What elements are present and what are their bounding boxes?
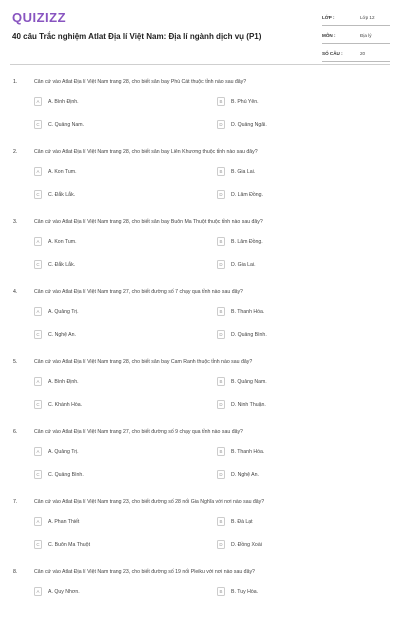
option-letter-box: D (217, 330, 225, 339)
option-c[interactable] (34, 540, 90, 549)
question-number: 2. (13, 149, 18, 155)
question-number: 7. (13, 499, 18, 505)
option-letter-box: C (34, 260, 42, 269)
option-text: C. Quảng Bình. (48, 471, 84, 478)
question-item (0, 72, 400, 142)
meta-row-class (322, 10, 390, 26)
option-d[interactable] (217, 400, 266, 409)
question-text: Căn cứ vào Atlat Địa lí Việt Nam trang 28, cho biết sân bay Buôn Ma Thuột thuộc tỉnh nào sau đây? (34, 219, 263, 225)
question-text: Căn cứ vào Atlat Địa lí Việt Nam trang 23, cho biết đường số 28 nối Gia Nghĩa với nơi nào sau đây? (34, 499, 265, 505)
option-text: C. Nghệ An. (48, 331, 76, 338)
question-text: Căn cứ vào Atlat Địa lí Việt Nam trang 28, cho biết sân bay Cam Ranh thuộc tỉnh nào sau đây? (34, 359, 253, 365)
option-text: B. Đà Lạt (231, 518, 253, 525)
option-letter-box: A (34, 237, 42, 246)
option-text: D. Quảng Bình. (231, 331, 267, 338)
question-item (0, 422, 400, 492)
option-text: A. Bình Định. (48, 378, 79, 385)
option-text: B. Quảng Nam. (231, 378, 267, 385)
option-text: A. Quảng Trị. (48, 308, 79, 315)
option-letter-box: B (217, 167, 225, 176)
option-letter-box: C (34, 190, 42, 199)
option-a[interactable] (34, 167, 77, 176)
option-letter-box: A (34, 167, 42, 176)
option-text: D. Đồng Xoài (231, 541, 262, 548)
option-letter-box: B (217, 517, 225, 526)
question-number: 1. (13, 79, 18, 85)
question-item (0, 352, 400, 422)
option-letter-box: A (34, 97, 42, 106)
option-a[interactable] (34, 237, 77, 246)
question-number: 8. (13, 569, 18, 575)
option-text: D. Ninh Thuận. (231, 401, 266, 408)
option-text: B. Thanh Hóa. (231, 308, 265, 315)
option-c[interactable] (34, 190, 75, 199)
question-number: 4. (13, 289, 18, 295)
option-letter-box: C (34, 330, 42, 339)
option-d[interactable] (217, 470, 259, 479)
option-text: D. Lâm Đồng. (231, 191, 264, 198)
option-c[interactable] (34, 400, 82, 409)
option-letter-box: C (34, 540, 42, 549)
option-text: B. Tuy Hòa. (231, 588, 259, 595)
option-text: B. Thanh Hóa. (231, 448, 265, 455)
option-text: D. Nghệ An. (231, 471, 259, 478)
option-a[interactable] (34, 97, 79, 106)
option-letter-box: B (217, 377, 225, 386)
option-letter-box: D (217, 470, 225, 479)
option-d[interactable] (217, 330, 267, 339)
option-text: A. Phan Thiết (48, 518, 80, 525)
option-letter-box: B (217, 307, 225, 316)
option-text: A. Quy Nhơn. (48, 588, 80, 595)
question-item (0, 282, 400, 352)
option-c[interactable] (34, 260, 75, 269)
option-letter-box: A (34, 517, 42, 526)
option-a[interactable] (34, 377, 79, 386)
option-text: B. Lâm Đồng. (231, 238, 263, 245)
option-text: D. Quảng Ngãi. (231, 121, 267, 128)
option-letter-box: B (217, 587, 225, 596)
question-item (0, 142, 400, 212)
option-b[interactable] (217, 97, 259, 106)
meta-value: 20 (360, 51, 366, 56)
option-text: C. Khánh Hòa. (48, 401, 83, 408)
option-letter-box: A (34, 377, 42, 386)
question-text: Căn cứ vào Atlat Địa lí Việt Nam trang 28, cho biết sân bay Liên Khương thuộc tỉnh nào sau đây? (34, 149, 258, 155)
option-text: D. Gia Lai. (231, 261, 256, 268)
option-text: C. Đắk Lắk. (48, 261, 76, 268)
option-letter-box: C (34, 120, 42, 129)
option-letter-box: B (217, 447, 225, 456)
option-text: B. Phú Yên. (231, 98, 259, 105)
page-title: 40 câu Trắc nghiệm Atlat Địa lí Việt Nam: Địa lí ngành dịch vụ (P1) (12, 32, 262, 41)
option-a[interactable] (34, 587, 80, 596)
meta-value: Địa lý (360, 33, 372, 38)
meta-row-count (322, 46, 390, 62)
option-letter-box: C (34, 470, 42, 479)
option-letter-box: C (34, 400, 42, 409)
option-letter-box: D (217, 190, 225, 199)
option-letter-box: D (217, 120, 225, 129)
question-text: Căn cứ vào Atlat Địa lí Việt Nam trang 27, cho biết đường số 9 chạy qua tỉnh nào sau đây? (34, 429, 243, 435)
meta-label: LỚP : (322, 15, 335, 20)
option-d[interactable] (217, 120, 267, 129)
option-d[interactable] (217, 540, 262, 549)
option-a[interactable] (34, 447, 79, 456)
option-b[interactable] (217, 517, 253, 526)
option-text: A. Kon Tum. (48, 238, 77, 245)
option-c[interactable] (34, 330, 76, 339)
option-text: C. Quảng Nam. (48, 121, 85, 128)
option-text: C. Đắk Lắk. (48, 191, 76, 198)
option-a[interactable] (34, 517, 79, 526)
question-text: Căn cứ vào Atlat Địa lí Việt Nam trang 28, cho biết sân bay Phù Cát thuộc tỉnh nào sau đây? (34, 79, 247, 85)
meta-label: SỐ CÂU : (322, 51, 343, 56)
option-b[interactable] (217, 167, 255, 176)
question-number: 6. (13, 429, 18, 435)
option-text: A. Bình Định. (48, 98, 79, 105)
option-letter-box: D (217, 260, 225, 269)
option-letter-box: D (217, 400, 225, 409)
header-divider (10, 64, 390, 65)
option-letter-box: B (217, 97, 225, 106)
question-item (0, 562, 400, 632)
option-text: A. Kon Tum. (48, 168, 77, 175)
option-a[interactable] (34, 307, 79, 316)
question-number: 5. (13, 359, 18, 365)
meta-row-subject (322, 28, 390, 44)
question-item (0, 212, 400, 282)
option-text: C. Buôn Ma Thuột (48, 541, 91, 548)
question-item (0, 492, 400, 562)
option-letter-box: B (217, 237, 225, 246)
option-letter-box: A (34, 307, 42, 316)
option-b[interactable] (217, 447, 264, 456)
meta-label: MÔN : (322, 33, 336, 38)
option-d[interactable] (217, 260, 256, 269)
option-d[interactable] (217, 190, 263, 199)
option-c[interactable] (34, 120, 84, 129)
question-number: 3. (13, 219, 18, 225)
option-letter-box: A (34, 447, 42, 456)
question-list (0, 72, 400, 632)
option-letter-box: A (34, 587, 42, 596)
option-b[interactable] (217, 237, 263, 246)
option-b[interactable] (217, 377, 267, 386)
meta-value: Lớp 12 (360, 15, 375, 20)
option-b[interactable] (217, 307, 264, 316)
question-text: Căn cứ vào Atlat Địa lí Việt Nam trang 27, cho biết đường số 7 chạy qua tỉnh nào sau đây? (34, 289, 243, 295)
option-c[interactable] (34, 470, 84, 479)
quizizz-logo: QUIZIZZ (12, 10, 67, 25)
option-letter-box: D (217, 540, 225, 549)
option-text: A. Quảng Trị. (48, 448, 79, 455)
question-text: Căn cứ vào Atlat Địa lí Việt Nam trang 23, cho biết đường số 19 nối Pleiku với nơi nào sau đây? (34, 569, 255, 575)
option-b[interactable] (217, 587, 258, 596)
meta-panel (322, 10, 390, 64)
option-text: B. Gia Lai. (231, 168, 256, 175)
